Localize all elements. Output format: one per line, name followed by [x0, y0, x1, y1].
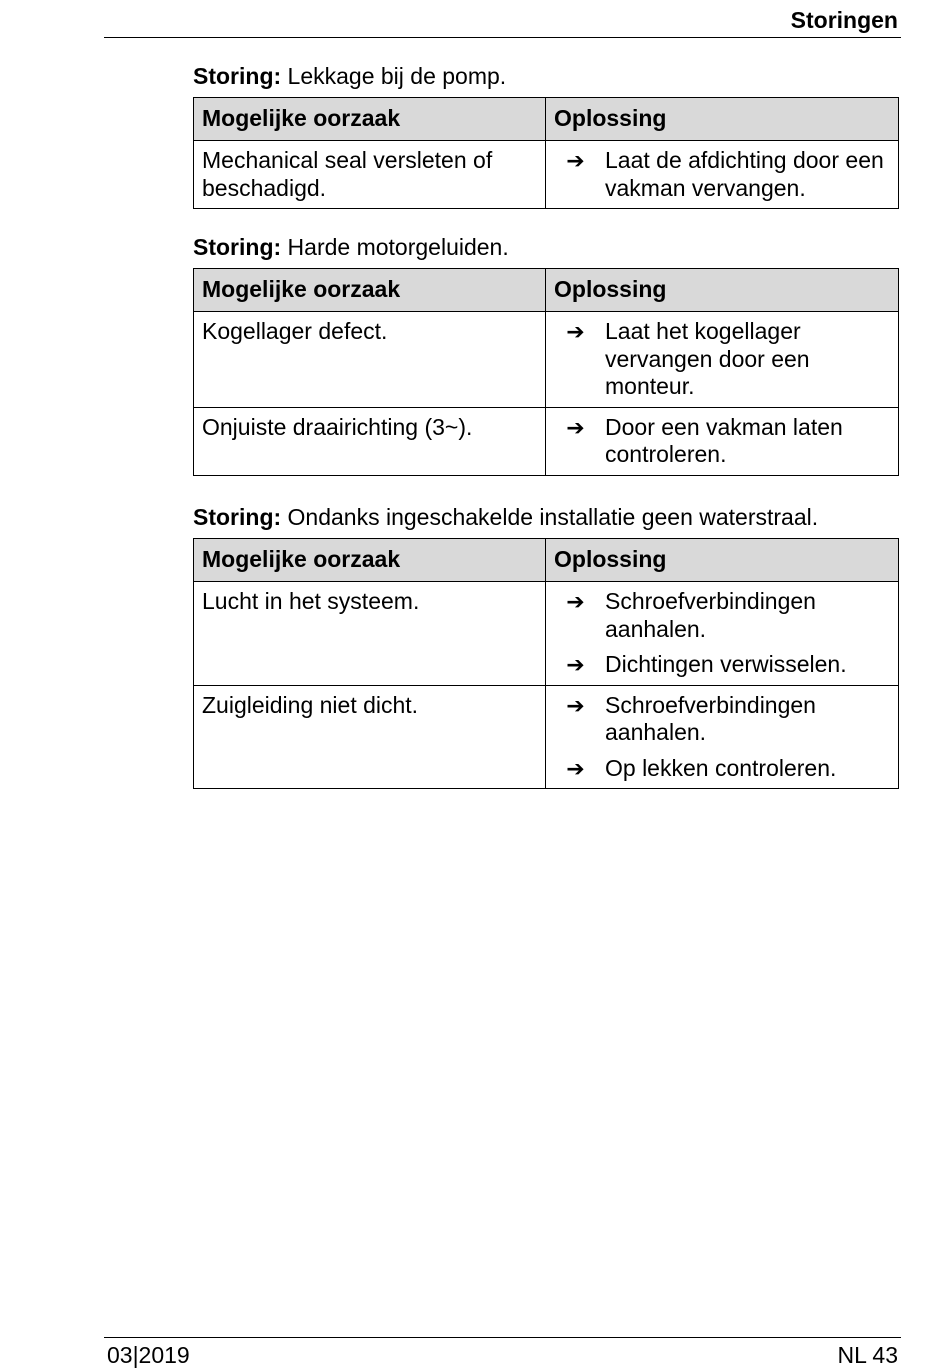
- fault-description: Harde motorgeluiden.: [281, 234, 509, 260]
- column-header-solution: Oplossing: [546, 539, 899, 582]
- fault-table: [193, 268, 899, 476]
- arrow-right-icon: ➔: [566, 755, 585, 781]
- fault-heading: [193, 62, 506, 90]
- solution-text: Door een vakman laten controleren.: [605, 413, 843, 467]
- table-row: [194, 582, 899, 686]
- fault-label: Storing:: [193, 504, 282, 530]
- solution-item: [546, 318, 890, 401]
- solution-text: Schroefverbindingen aanhalen.: [605, 691, 816, 745]
- header-divider: [104, 37, 901, 38]
- arrow-right-icon: ➔: [566, 414, 585, 440]
- solution-text: Dichtingen verwisselen.: [605, 651, 847, 677]
- solution-text: Laat het kogellager vervangen door een monteur.: [605, 318, 810, 399]
- solution-item: [546, 414, 890, 469]
- column-header-cause: Mogelijke oorzaak: [194, 539, 546, 582]
- column-header-solution: Oplossing: [546, 269, 899, 312]
- solution-cell: [546, 312, 899, 408]
- arrow-right-icon: ➔: [566, 589, 585, 614]
- cause-cell: Zuigleiding niet dicht.: [194, 685, 546, 789]
- arrow-right-icon: ➔: [566, 148, 585, 173]
- cause-cell: Mechanical seal versleten of beschadigd.: [194, 141, 546, 209]
- solution-text: Laat de afdichting door een vakman vervangen.: [605, 147, 884, 201]
- table-row: [194, 312, 899, 408]
- fault-label: Storing:: [193, 234, 282, 260]
- solution-item: [546, 147, 890, 202]
- table-header-row: [194, 539, 899, 582]
- solution-item: [546, 588, 890, 643]
- page-header-title: Storingen: [790, 7, 898, 33]
- solution-cell: [546, 141, 899, 209]
- fault-table: [193, 97, 899, 209]
- fault-table: [193, 538, 899, 789]
- cause-cell: Lucht in het systeem.: [194, 582, 546, 686]
- solution-cell: [546, 685, 899, 789]
- arrow-right-icon: ➔: [566, 319, 585, 344]
- table-row: [194, 685, 899, 789]
- fault-heading: [193, 503, 818, 531]
- solution-item: [546, 692, 890, 747]
- solution-cell: [546, 407, 899, 475]
- table-header-row: [194, 98, 899, 141]
- solution-text: Op lekken controleren.: [605, 754, 837, 781]
- table-row: [194, 407, 899, 475]
- footer-date: 03|2019: [107, 1342, 190, 1368]
- column-header-cause: Mogelijke oorzaak: [194, 98, 546, 141]
- footer-page-number: NL 43: [837, 1342, 898, 1368]
- solution-text: Schroefverbindingen aanhalen.: [605, 588, 816, 642]
- cause-cell: Onjuiste draairichting (3~).: [194, 407, 546, 475]
- fault-heading: [193, 233, 509, 261]
- table-header-row: [194, 269, 899, 312]
- arrow-right-icon: ➔: [566, 652, 585, 677]
- solution-cell: [546, 582, 899, 686]
- column-header-cause: Mogelijke oorzaak: [194, 269, 546, 312]
- fault-description: Lekkage bij de pomp.: [281, 63, 507, 89]
- footer-divider: [104, 1337, 901, 1338]
- fault-label: Storing:: [193, 63, 282, 89]
- cause-cell: Kogellager defect.: [194, 312, 546, 408]
- solution-item: [546, 755, 890, 783]
- arrow-right-icon: ➔: [566, 692, 585, 718]
- solution-item: [546, 651, 890, 679]
- column-header-solution: Oplossing: [546, 98, 899, 141]
- fault-description: Ondanks ingeschakelde installatie geen waterstraal.: [281, 504, 819, 530]
- table-row: [194, 141, 899, 209]
